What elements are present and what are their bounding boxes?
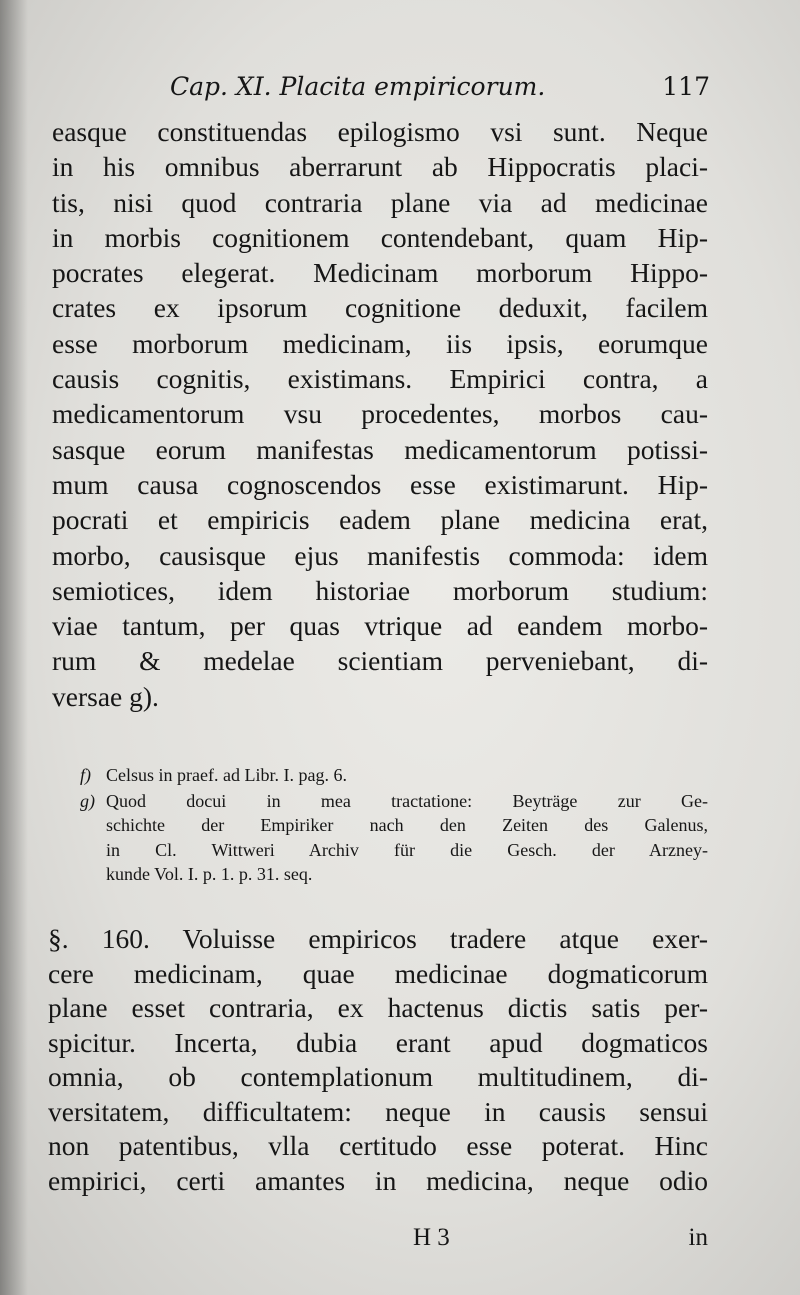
text-line: cere medicinam, quae medicinae dogmaticorum bbox=[48, 957, 708, 989]
page-footer bbox=[48, 1224, 708, 1258]
text-line: pocrati et empiricis eadem plane medicina erat, bbox=[52, 504, 708, 536]
text-line: in his omnibus aberrarunt ab Hippocratis placi- bbox=[52, 151, 708, 183]
text-line: plane esset contraria, ex hactenus dictis satis per- bbox=[48, 992, 708, 1023]
main-text bbox=[52, 114, 708, 714]
text-line: non patentibus, vlla certitudo esse poterat. Hinc bbox=[48, 1130, 708, 1161]
text-line: spicitur. Incerta, dubia erant apud dogmaticos bbox=[48, 1026, 708, 1058]
text-line: rum & medelae scientiam perveniebant, di- bbox=[52, 645, 708, 677]
text-line: morbo, causisque ejus manifestis commoda: idem bbox=[52, 539, 708, 571]
footnote-line: schichte der Empiriker nach den Zeiten des Galenus, bbox=[106, 815, 708, 835]
text-line: medicamentorum vsu procedentes, morbos cau- bbox=[52, 398, 708, 430]
footnote-mark: f) bbox=[80, 765, 91, 785]
text-line: versitatem, difficultatem: neque in causis sensui bbox=[48, 1095, 708, 1127]
binding-shadow bbox=[0, 0, 28, 1295]
footnote-f bbox=[80, 763, 708, 788]
page-number: 117 bbox=[662, 72, 710, 101]
text-line: empirici, certi amantes in medicina, neque odio bbox=[48, 1164, 708, 1196]
text-line: semiotices, idem historiae morborum studium: bbox=[52, 574, 708, 606]
text-line: easque constituendas epilogismo vsi sunt. Neque bbox=[52, 116, 708, 147]
footnote-mark: g) bbox=[80, 790, 95, 811]
footnote-g bbox=[80, 789, 708, 887]
running-title: Cap. XI. Placita empiricorum. bbox=[170, 72, 546, 101]
text-line: omnia, ob contemplationum multitudinem, di- bbox=[48, 1061, 708, 1092]
running-header bbox=[170, 72, 710, 108]
footnote-line: kunde Vol. I. p. 1. p. 31. seq. bbox=[106, 864, 313, 884]
text-line: esse morborum medicinam, iis ipsis, eorumque bbox=[52, 327, 708, 359]
catchword: in bbox=[688, 1224, 708, 1251]
text-line: tis, nisi quod contraria plane via ad medicinae bbox=[52, 186, 708, 218]
footnote-line: Quod docui in mea tractatione: Beyträge zur Ge- bbox=[106, 790, 708, 811]
text-line: viae tantum, per quas vtrique ad eandem morbo- bbox=[52, 610, 708, 642]
signature-mark: H 3 bbox=[413, 1224, 450, 1251]
text-line: crates ex ipsorum cognitione deduxit, facilem bbox=[52, 292, 708, 324]
text-line: in morbis cognitionem contendebant, quam Hip- bbox=[52, 221, 708, 253]
footnotes bbox=[80, 763, 708, 888]
footnote-line: Celsus in praef. ad Libr. I. pag. 6. bbox=[106, 765, 347, 785]
text-line: §. 160. Voluisse empiricos tradere atque exer- bbox=[48, 923, 708, 954]
section-160-text bbox=[48, 922, 708, 1198]
text-line: versae g). bbox=[52, 680, 159, 712]
footnote-line: in Cl. Wittweri Archiv für die Gesch. der Arzney- bbox=[106, 839, 708, 860]
text-line: mum causa cognoscendos esse existimarunt. Hip- bbox=[52, 468, 708, 500]
text-line: causis cognitis, existimans. Empirici contra, a bbox=[52, 363, 708, 395]
text-line: sasque eorum manifestas medicamentorum potissi- bbox=[52, 433, 708, 465]
text-line: pocrates elegerat. Medicinam morborum Hippo- bbox=[52, 257, 708, 289]
